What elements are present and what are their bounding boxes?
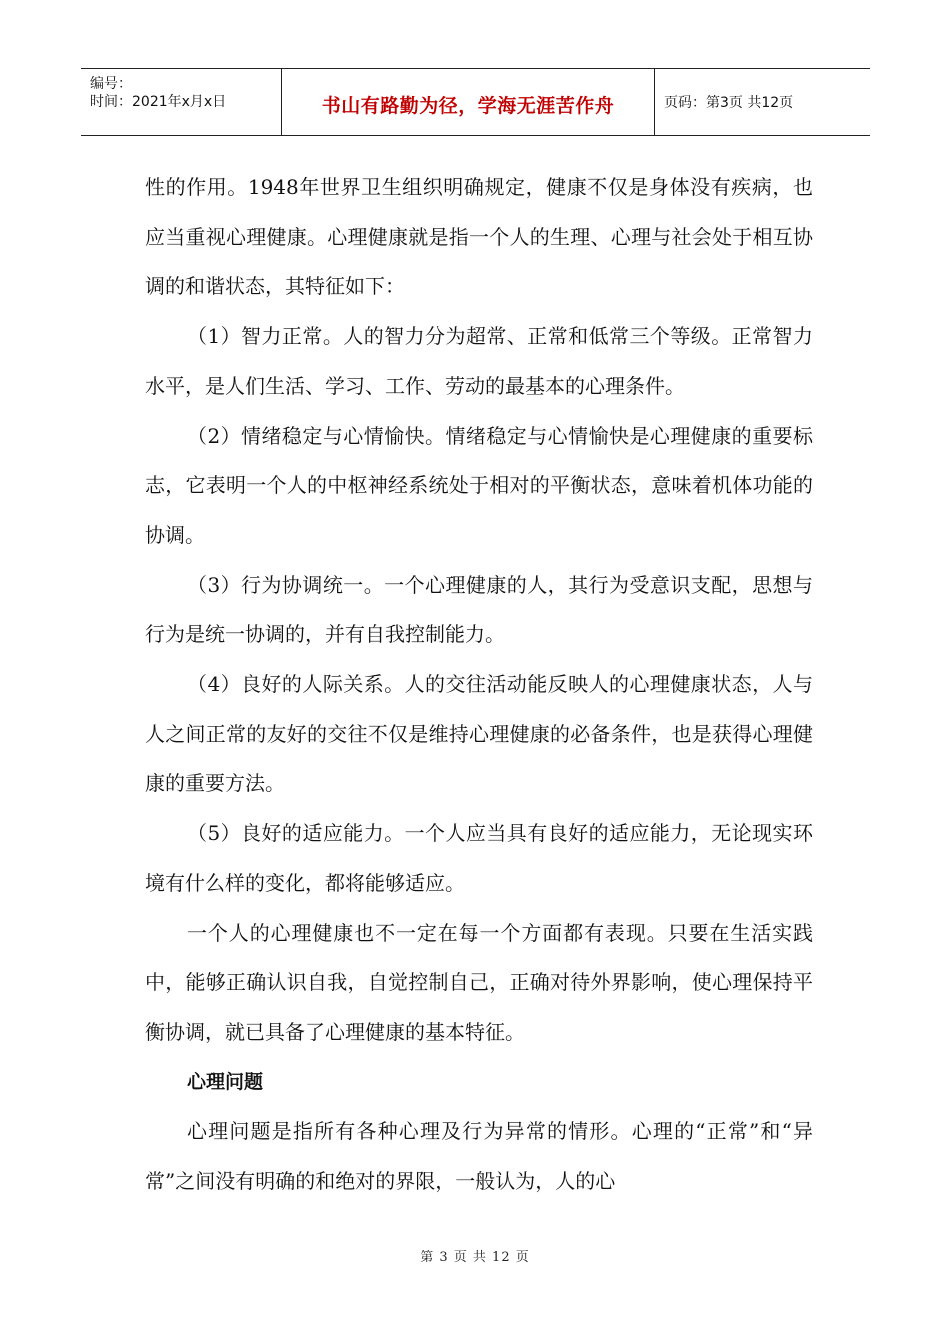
header-motto-cell bbox=[282, 69, 655, 135]
header-motto: 书山有路勤为径，学海无涯苦作舟 bbox=[321, 94, 615, 117]
document-number-label: 编号： bbox=[90, 76, 132, 92]
header-page-cell bbox=[655, 69, 870, 135]
paragraph-item-1: （1）智力正常。人的智力分为超常、正常和低常三个等级。正常智力水平，是人们生活、学习、工作、劳动的最基本的心理条件。 bbox=[145, 324, 813, 398]
section-heading: 心理问题 bbox=[187, 1070, 264, 1093]
paragraph-continuation: 性的作用。1948年世界卫生组织明确规定，健康不仅是身体没有疾病，也应当重视心理健康。心理健康就是指一个人的生理、心理与社会处于相互协调的和谐状态，其特征如下： bbox=[145, 175, 813, 299]
paragraph-summary: 一个人的心理健康也不一定在每一个方面都有表现。只要在生活实践中，能够正确认识自我，自觉控制自己，正确对待外界影响，使心理保持平衡协调，就已具备了心理健康的基本特征。 bbox=[145, 920, 813, 1044]
paragraph-item-4: （4）良好的人际关系。人的交往活动能反映人的心理健康状态，人与人之间正常的友好的交往不仅是维持心理健康的必备条件，也是获得心理健康的重要方法。 bbox=[145, 672, 813, 796]
document-header bbox=[81, 68, 870, 136]
paragraph-item-2: （2）情绪稳定与心情愉快。情绪稳定与心情愉快是心理健康的重要标志，它表明一个人的中枢神经系统处于相对的平衡状态，意味着机体功能的协调。 bbox=[145, 423, 813, 547]
document-body bbox=[145, 163, 813, 1207]
paragraph-section-intro: 心理问题是指所有各种心理及行为异常的情形。心理的“正常”和“异常”之间没有明确的和绝对的界限，一般认为，人的心 bbox=[145, 1119, 813, 1194]
paragraph-item-5: （5）良好的适应能力。一个人应当具有良好的适应能力，无论现实环境有什么样的变化，都将能够适应。 bbox=[145, 821, 813, 895]
page-footer: 第 3 页 共 12 页 bbox=[420, 1250, 530, 1265]
paragraph-item-3: （3）行为协调统一。一个心理健康的人，其行为受意识支配，思想与行为是统一协调的，并有自我控制能力。 bbox=[145, 572, 813, 647]
header-page-info: 页码：第3页 共12页 bbox=[664, 95, 794, 111]
document-date-label: 时间：2021年x月x日 bbox=[90, 94, 227, 110]
header-meta-cell bbox=[81, 69, 282, 135]
